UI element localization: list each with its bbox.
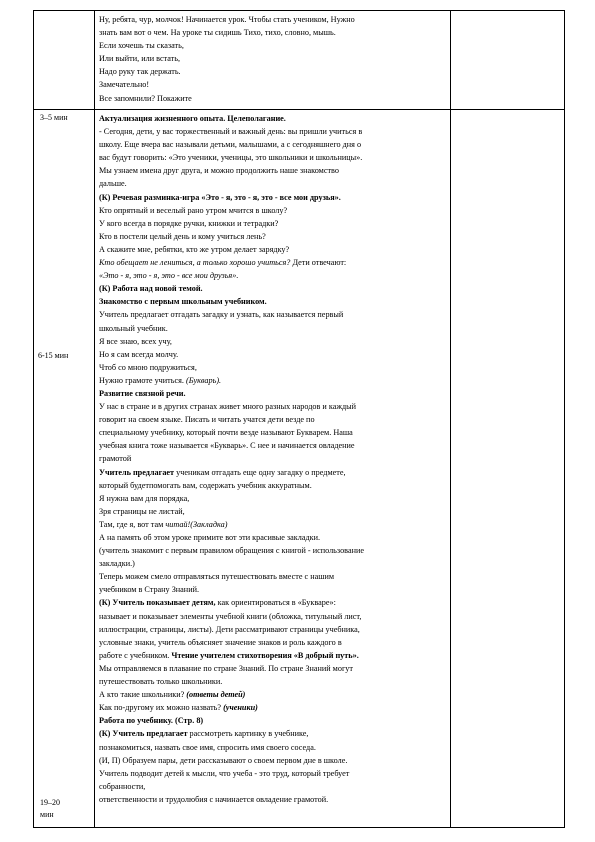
text-line — [99, 204, 447, 217]
text-line — [99, 65, 447, 78]
text-segment: Я нужна вам для порядка, — [99, 493, 190, 503]
time-label: 6-15 мин — [38, 351, 69, 360]
text-line — [99, 452, 447, 465]
text-line — [99, 335, 447, 348]
text-segment: учебная книга тоже называется «Букварь». С нее и начинается овладение — [99, 441, 355, 451]
table-row — [34, 11, 565, 110]
text-segment: Теперь можем смело отправляться путешествовать вместе с нашим — [99, 572, 335, 582]
text-line — [99, 230, 447, 243]
text-line — [99, 151, 447, 164]
text-segment: дальше. — [99, 179, 127, 189]
notes-cell — [451, 110, 565, 828]
text-line — [99, 26, 447, 39]
content-cell — [95, 11, 451, 110]
text-segment: называет и показывает элементы учебной книги (обложка, титульный лист, — [99, 611, 362, 621]
text-segment: рассмотреть картинку в учебнике, — [187, 729, 309, 739]
text-line — [99, 269, 447, 282]
text-segment: Ну, ребята, чур, молчок! Начинается урок. Чтобы стать учеником, Нужно — [99, 15, 355, 24]
text-segment: (К) Работа над новой темой. — [99, 284, 203, 294]
text-segment: А скажите мне, ребятки, кто же утром делает зарядку? — [99, 244, 290, 254]
text-line — [99, 52, 447, 65]
time-cell — [34, 11, 95, 110]
content-lines — [95, 110, 450, 806]
text-line — [99, 177, 447, 190]
text-line — [99, 282, 447, 295]
text-segment: Актуализация жизненного опыта. Целеполагание. — [99, 114, 286, 123]
text-segment: Замечательно! — [99, 80, 150, 90]
text-line — [99, 39, 447, 52]
text-segment: специальному учебнику, который почти везде называют Букварем. Наша — [99, 428, 353, 438]
text-segment: Но я сам всегда молчу. — [99, 349, 179, 359]
text-line — [99, 649, 447, 662]
text-segment: Зря страницы не листай, — [99, 506, 185, 516]
text-line — [99, 374, 447, 387]
text-segment: познакомиться, назвать свое имя, спросить имя своего соседа. — [99, 742, 316, 752]
text-line — [99, 727, 447, 740]
text-line — [99, 112, 447, 125]
text-line — [99, 754, 447, 767]
text-line — [99, 767, 447, 780]
text-segment: Развитие связной речи. — [99, 388, 186, 398]
time-label: 3–5 мин — [40, 113, 68, 122]
text-line — [99, 531, 447, 544]
text-segment: Все запомнили? Покажите — [99, 93, 192, 103]
text-segment: Кто в постели целый день и кому учиться лень? — [99, 231, 266, 241]
text-line — [99, 479, 447, 492]
text-segment: вас будут говорить: «Это ученики, ученицы, это школьники и школьницы». — [99, 153, 363, 163]
text-line — [99, 400, 447, 413]
text-segment: Учитель предлагает — [99, 467, 175, 477]
text-segment: Я все знаю, всех учу, — [99, 336, 172, 346]
text-segment: Чтение учителем стихотворения «В добрый путь». — [171, 650, 359, 660]
text-line — [99, 701, 447, 714]
text-segment: (ответы детей) — [186, 690, 246, 700]
text-segment: Знакомство с первым школьным учебником. — [99, 297, 267, 307]
text-segment: Нужно грамоте учиться. — [99, 375, 186, 385]
text-line — [99, 439, 447, 452]
text-segment: (Букварь). — [186, 375, 222, 385]
text-segment: грамотой — [99, 454, 132, 464]
text-line — [99, 793, 447, 806]
text-line — [99, 741, 447, 754]
text-line — [99, 492, 447, 505]
text-line — [99, 164, 447, 177]
text-segment: путешествовать только школьники. — [99, 677, 223, 687]
text-segment: который будетпомогать вам, содержать учебник аккуратным. — [99, 480, 312, 490]
text-line — [99, 636, 447, 649]
text-line — [99, 322, 447, 335]
content-lines — [95, 11, 450, 105]
text-segment: Мы отправляемся в плавание по стране Знаний. По стране Знаний могут — [99, 663, 353, 673]
text-line — [99, 675, 447, 688]
text-line — [99, 623, 447, 636]
text-line — [99, 466, 447, 479]
text-line — [99, 426, 447, 439]
text-segment: Кто опрятный и веселый рано утром мчится в школу? — [99, 205, 288, 215]
text-segment: Учитель предлагает отгадать загадку и узнать, как называется первый — [99, 310, 344, 320]
text-line — [99, 413, 447, 426]
text-segment: знать вам вот о чем. На уроке ты сидишь Тихо, тихо, словно, мышь. — [99, 28, 336, 38]
text-line — [99, 295, 447, 308]
text-segment: Дети отвечают: — [290, 258, 347, 268]
text-line — [99, 243, 447, 256]
text-segment: читай!(Закладка) — [165, 519, 228, 529]
text-line — [99, 138, 447, 151]
text-segment: «Это - я, это - я, это - все мои друзья». — [99, 271, 239, 281]
text-segment: (учитель знакомит с первым правилом обращения с книгой - использование — [99, 546, 364, 556]
text-segment: Мы узнаем имена друг друга, и можно продолжить наше знакомство — [99, 166, 339, 176]
text-segment: (К) Речевая разминка-игра «Это - я, это - я, это - все мои друзья». — [99, 192, 341, 202]
text-segment: собранности, — [99, 781, 146, 791]
text-segment: У нас в стране и в других странах живет много разных народов и каждый — [99, 402, 357, 412]
text-line — [99, 583, 447, 596]
text-segment: учебником в Страну Знаний. — [99, 585, 200, 595]
text-segment: А на память об этом уроке примите вот эти красивые закладки. — [99, 533, 321, 542]
text-segment: Как по-другому их можно назвать? — [99, 703, 224, 713]
text-line — [99, 92, 447, 105]
text-segment: (ученики) — [223, 703, 258, 713]
text-line — [99, 518, 447, 531]
text-line — [99, 125, 447, 138]
text-line — [99, 544, 447, 557]
time-cell — [34, 110, 95, 828]
text-line — [99, 256, 447, 269]
text-segment: - Сегодня, дети, у вас торжественный и важный день: вы пришли учиться в — [99, 127, 363, 137]
text-segment: школьный учебник. — [99, 323, 168, 333]
text-line — [99, 688, 447, 701]
text-line — [99, 780, 447, 793]
text-line — [99, 13, 447, 26]
text-segment: (К) Учитель предлагает — [99, 729, 188, 739]
text-segment: Если хочешь ты сказать, — [99, 41, 184, 51]
text-line — [99, 348, 447, 361]
text-line — [99, 714, 447, 727]
text-segment: закладки.) — [99, 559, 135, 569]
text-segment: (К) Учитель показывает детям, — [99, 598, 216, 608]
text-segment: А кто такие школьники? — [99, 690, 187, 700]
text-segment: Учитель подводит детей к мысли, что учеба - это труд, который требует — [99, 768, 350, 778]
text-line — [99, 557, 447, 570]
lesson-plan-table — [33, 10, 565, 828]
text-line — [99, 191, 447, 204]
text-segment: условные знаки, учитель объясняет значение знаков и роль каждого в — [99, 637, 342, 647]
text-line — [99, 217, 447, 230]
time-label: 19–20 — [40, 798, 60, 807]
text-line — [99, 570, 447, 583]
text-segment: Работа по учебнику. (Стр. 8) — [99, 716, 204, 726]
text-segment: Кто обещает не лениться, а только хорошо учиться? — [99, 258, 291, 268]
text-line — [99, 78, 447, 91]
text-segment: иллюстрации, страницы, листы). Дети рассматривают страницы учебника, — [99, 624, 360, 634]
text-line — [99, 361, 447, 374]
text-segment: (И, П) Образуем пары, дети рассказывают о своем первом дне в школе. — [99, 755, 348, 765]
text-line — [99, 596, 447, 609]
text-segment: Надо руку так держать. — [99, 67, 181, 77]
text-line — [99, 610, 447, 623]
text-line — [99, 387, 447, 400]
text-segment: Там, где я, вот там — [99, 519, 166, 529]
text-segment: говорит на своем языке. Писать и читать учатся дети везде по — [99, 415, 315, 425]
text-line — [99, 308, 447, 321]
text-segment: ученикам отгадать еще одну загадку о предмете, — [174, 467, 346, 477]
text-segment: Или выйти, или встать, — [99, 54, 181, 64]
text-segment: ответственности и трудолюбия с начинается овладение грамотой. — [99, 794, 329, 804]
text-segment: школу. Еще вчера вас называли детьми, малышами, а с сегодняшнего дня о — [99, 140, 362, 150]
table-row — [34, 110, 565, 828]
text-segment: как ориентироваться в «Букваре»: — [215, 598, 336, 608]
text-segment: Чтоб со мною подружиться, — [99, 362, 197, 372]
time-label: мин — [40, 810, 54, 819]
content-cell — [95, 110, 451, 828]
text-line — [99, 662, 447, 675]
text-segment: работе с учебником. — [99, 650, 172, 660]
text-segment: У кого всегда в порядке ручки, книжки и тетрадки? — [99, 218, 279, 228]
notes-cell — [451, 11, 565, 110]
text-line — [99, 505, 447, 518]
